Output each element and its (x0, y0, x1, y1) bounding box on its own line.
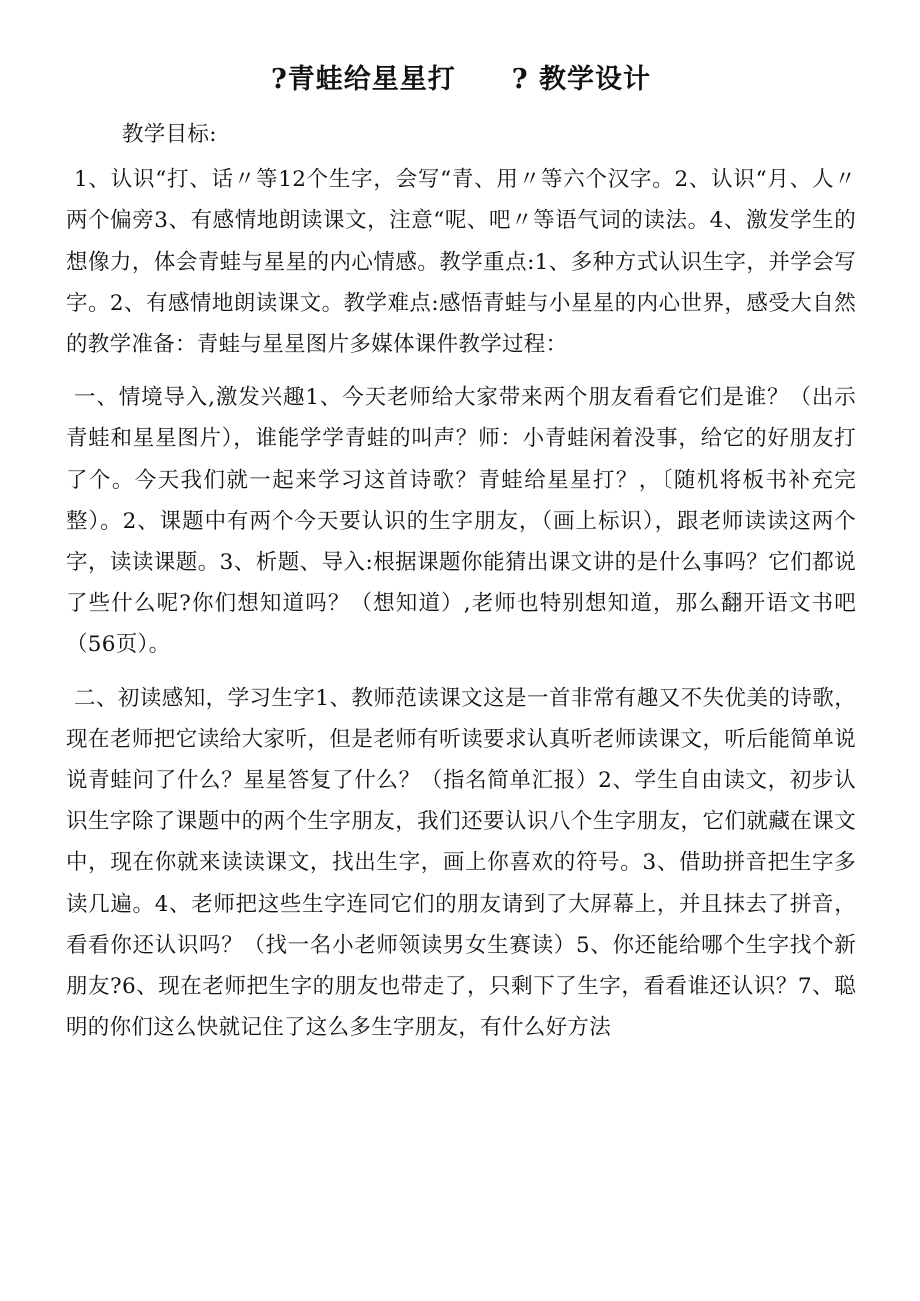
section-heading-objectives: 教学目标: (122, 122, 217, 147)
document-title: ?青蛙给星星打 ? 教学设计 (270, 64, 652, 95)
paragraph-step-two: 二、初读感知，学习生字1、教师范读课文这是一首非常有趣又不失优美的诗歌，现在老师把它读给大家听，但是老师有听读要求认真听老师读课文，听后能简单说说青蛙问了什么？星星答复了什么？（指名简单汇报）2、学生自由读文，初步认识生字除了课题中的两个生字朋友，我们还要认识八个生字朋友，它们就藏在课文中，现在你就来读读课文，找出生字，画上你喜欢的符号。3、借助拼音把生字多读几遍。4、老师把这些生字连同它们的朋友请到了大屏幕上，并且抹去了拼音，看看你还认识吗？（找一名小老师领读男女生赛读）5、你还能给哪个生字找个新朋友?6、现在老师把生字的朋友也带走了，只剩下了生字，看看谁还认识？7、聪明的你们这么快就记住了这么多生字朋友，有什么好方法 (66, 685, 856, 1041)
paragraph-objectives: 1、认识“打、话〃等12个生字，会写“青、用〃等六个汉字。2、认识“月、人〃两个偏旁3、有感情地朗读课文，注意“呢、吧〃等语气词的读法。4、激发学生的想像力，体会青蛙与星星的内心情感。教学重点:1、多种方式认识生字，并学会写字。2、有感情地朗读课文。教学难点:感悟青蛙与小星星的内心世界，感受大自然的教学准备：青蛙与星星图片多媒体课件教学过程： (66, 167, 856, 358)
paragraph-step-one: 一、情境导入,激发兴趣1、今天老师给大家带来两个朋友看看它们是谁？（出示青蛙和星星图片），谁能学学青蛙的叫声？师：小青蛙闲着没事，给它的好朋友打了个。今天我们就一起来学习这首诗歌？青蛙给星星打？，〔随机将板书补充完整）。2、课题中有两个今天要认识的生字朋友，（画上标识），跟老师读读这两个字，读读课题。3、析题、导入:根据课题你能猜出课文讲的是什么事吗？它们都说了些什么呢?你们想知道吗？（想知道）,老师也特别想知道，那么翻开语文书吧（56页）。 (66, 385, 856, 658)
